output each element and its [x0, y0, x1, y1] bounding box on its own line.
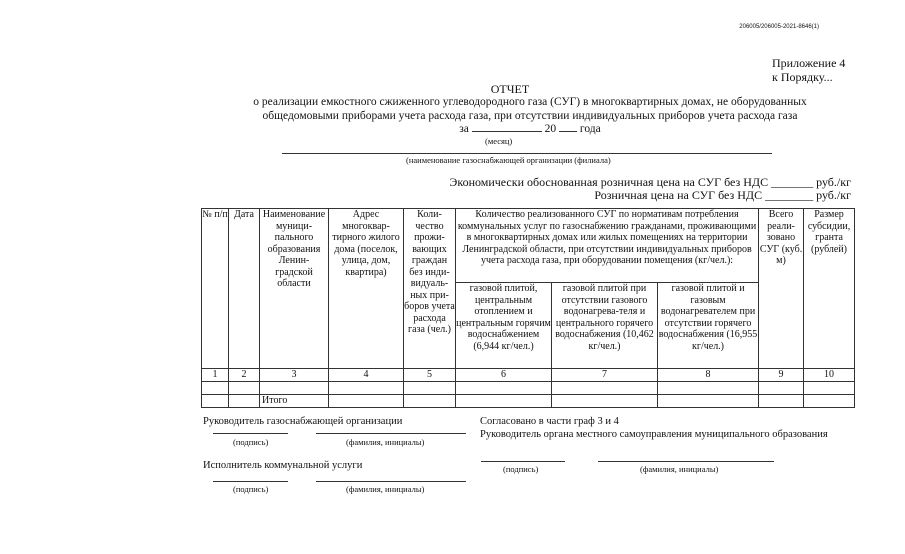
document-id: 206005/206005-2021-8646(1) [739, 24, 819, 30]
header-norm-group: Количество реализованного СУГ по нормативам потребления коммунальных услуг по газоснабжению гражданами, проживающими в многоквартирных домах или жилых помещениях на территории Ленинградской области, при отсутствии индивидуальных приборов учета расхода газа, при оборудовании помещения (кг/чел.): [456, 209, 759, 283]
appendix-note [772, 56, 845, 84]
subtitle-line-1: о реализации емкостного сжиженного углеводородного газа (СУГ) в многоквартирных домах, не оборудованных [253, 96, 807, 108]
month-caption: (месяц) [485, 136, 513, 146]
report-subtitle [0, 96, 905, 137]
economic-price: Экономически обоснованная розничная цена на СУГ без НДС _______ руб./кг [449, 175, 851, 189]
total-row [202, 395, 855, 408]
name-caption: (фамилия, инициалы) [640, 464, 719, 474]
column-number: 4 [329, 369, 404, 382]
total-label: Итого [260, 395, 329, 408]
column-number: 10 [804, 369, 855, 382]
head-org-label: Руководитель газоснабжающей организации [203, 416, 403, 427]
subtitle-line-2: общедомовыми приборами учета расхода газа, при отсутствии индивидуальных приборов учета расхода газа [262, 109, 798, 122]
year-blank [559, 131, 577, 132]
column-number: 1 [202, 369, 229, 382]
table-row [202, 382, 855, 395]
org-name-line [282, 153, 772, 154]
retail-price: Розничная цена на СУГ без НДС ________ руб./кг [594, 188, 851, 202]
header-residents: Коли-чество прожи-вающих граждан без инди-видуаль-ных при-боров учета расхода газа (чел.) [404, 209, 456, 369]
column-number: 9 [759, 369, 804, 382]
header-date: Дата [229, 209, 260, 369]
agreed-label: Согласовано в части граф 3 и 4 [480, 416, 619, 427]
name-caption: (фамилия, инициалы) [346, 437, 425, 447]
org-caption: (наименование газоснабжающей организации (филиала) [406, 155, 611, 165]
header-num: № п/п [202, 209, 229, 369]
header-sub-1: газовой плитой, центральным отоплением и центральным горячим водоснабжением (6,944 кг/чел.) [456, 283, 552, 369]
sign-caption: (подпись) [233, 484, 269, 494]
header-address: Адрес многоквар-тирного жилого дома (поселок, улица, дом, квартира) [329, 209, 404, 369]
column-number: 6 [456, 369, 552, 382]
column-number: 3 [260, 369, 329, 382]
report-title: ОТЧЕТ [490, 82, 530, 96]
column-number-row [202, 369, 855, 382]
column-number: 7 [552, 369, 658, 382]
appendix-line-1: Приложение 4 [772, 56, 846, 70]
executor-label: Исполнитель коммунальной услуги [203, 460, 363, 471]
executor-name-line [316, 481, 466, 482]
header-municipality: Наименование муници-пального образования Ленин-градской области [260, 209, 329, 369]
appendix-line-2: к Порядку... [772, 70, 833, 84]
header-total-sold: Всего реали-зовано СУГ (куб. м) [759, 209, 804, 369]
head-local-label: Руководитель органа местного самоуправления муниципального образования [480, 429, 828, 440]
head-org-sign-line [213, 433, 288, 434]
header-sub-2: газовой плитой при отсутствии газового водонагрева-теля и центрального горячего водоснабжения (10,462 кг/чел.) [552, 283, 658, 369]
head-org-name-line [316, 433, 466, 434]
column-number: 2 [229, 369, 260, 382]
report-period: за 20 года [459, 123, 601, 135]
column-number: 8 [658, 369, 759, 382]
sign-caption: (подпись) [233, 437, 269, 447]
month-blank [472, 131, 542, 132]
name-caption: (фамилия, инициалы) [346, 484, 425, 494]
column-number: 5 [404, 369, 456, 382]
sign-caption: (подпись) [503, 464, 539, 474]
head-local-name-line [598, 461, 774, 462]
report-table [201, 208, 855, 408]
header-subsidy: Размер субсидии, гранта (рублей) [804, 209, 855, 369]
head-local-sign-line [481, 461, 565, 462]
executor-sign-line [213, 481, 288, 482]
header-sub-3: газовой плитой и газовым водонагревателем при отсутствии горячего водоснабжения (16,955 кг/чел.) [658, 283, 759, 369]
